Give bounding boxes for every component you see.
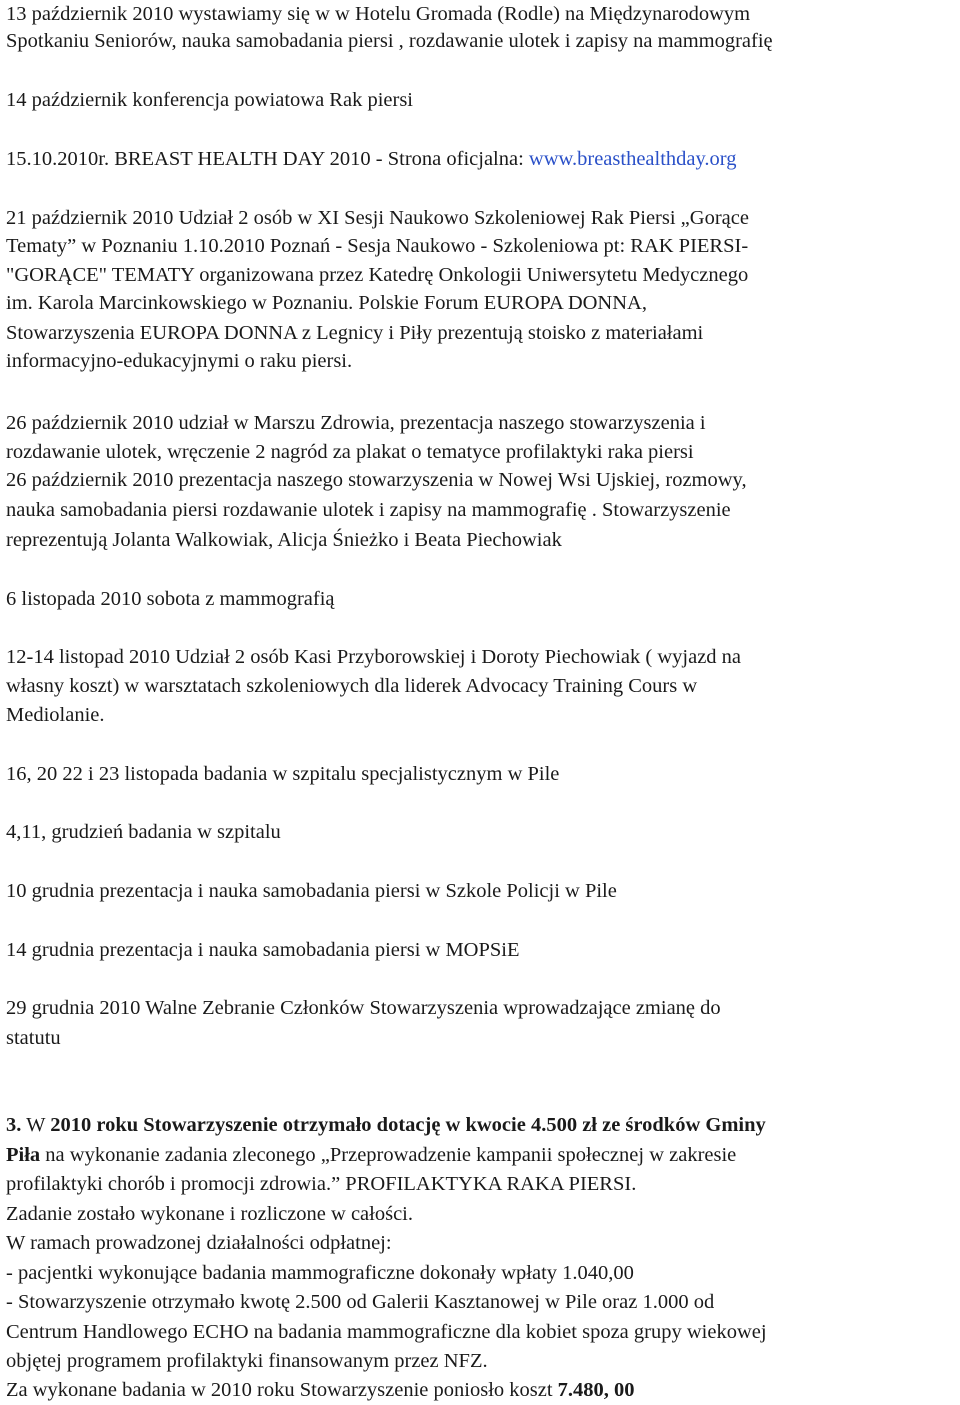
text-line: 12-14 listopad 2010 Udział 2 osób Kasi Przyborowskiej i Doroty Piechowiak ( wyjazd na bbox=[6, 646, 742, 668]
text-line: 14 październik konferencja powiatowa Rak piersi bbox=[6, 89, 413, 111]
text-line bbox=[6, 1141, 736, 1169]
text-line: Zadanie zostało wykonane i rozliczone w całości. bbox=[6, 1203, 413, 1225]
text-line: profilaktyki chorób i promocji zdrowia.” PROFILAKTYKA RAKA PIERSI. bbox=[6, 1173, 637, 1195]
text-line bbox=[6, 1111, 766, 1139]
bold-span: 2010 roku Stowarzyszenie otrzymało dotację w kwocie 4.500 zł ze środków Gminy bbox=[50, 1114, 766, 1136]
text-line: im. Karola Marcinkowskiego w Poznaniu. Polskie Forum EUROPA DONNA, bbox=[6, 292, 647, 314]
text-line: 13 październik 2010 wystawiamy się w w Hotelu Gromada (Rodle) na Międzynarodowym bbox=[6, 3, 751, 25]
text-line: Mediolanie. bbox=[6, 704, 105, 726]
text-line: Stowarzyszenia EUROPA DONNA z Legnicy i Piły prezentują stoisko z materiałami bbox=[6, 322, 704, 344]
text-span: 15.10.2010r. BREAST HEALTH DAY 2010 - Strona oficjalna: bbox=[6, 148, 529, 170]
bold-span: 3. bbox=[6, 1114, 22, 1136]
bold-span: 7.480, 00 bbox=[557, 1379, 635, 1401]
text-line: 10 grudnia prezentacja i nauka samobadania piersi w Szkole Policji w Pile bbox=[6, 880, 617, 902]
text-line: 14 grudnia prezentacja i nauka samobadania piersi w MOPSiE bbox=[6, 939, 520, 961]
text-line: 26 październik 2010 prezentacja naszego stowarzyszenia w Nowej Wsi Ujskiej, rozmowy, bbox=[6, 469, 747, 491]
text-line: informacyjno-edukacyjnymi o raku piersi. bbox=[6, 350, 353, 372]
text-line: Spotkaniu Seniorów, nauka samobadania piersi , rozdawanie ulotek i zapisy na mammografię bbox=[6, 30, 773, 52]
text-line: 21 październik 2010 Udział 2 osób w XI Sesji Naukowo Szkoleniowej Rak Piersi „Gorące bbox=[6, 207, 749, 229]
text-line: Tematy” w Poznaniu 1.10.2010 Poznań - Sesja Naukowo - Szkoleniowa pt: RAK PIERSI- bbox=[6, 235, 749, 257]
text-line: - Stowarzyszenie otrzymało kwotę 2.500 od Galerii Kasztanowej w Pile oraz 1.000 od bbox=[6, 1291, 715, 1313]
text-line bbox=[6, 1376, 635, 1404]
text-line bbox=[6, 145, 737, 173]
text-line: 16, 20 22 i 23 listopada badania w szpitalu specjalistycznym w Pile bbox=[6, 763, 560, 785]
text-span: na wykonanie zadania zleconego „Przeprowadzenie kampanii społecznej w zakresie bbox=[40, 1144, 737, 1166]
text-line: reprezentują Jolanta Walkowiak, Alicja Śnieżko i Beata Piechowiak bbox=[6, 529, 562, 551]
text-line: nauka samobadania piersi rozdawanie ulotek i zapisy na mammografię . Stowarzyszenie bbox=[6, 499, 731, 521]
text-line: "GORĄCE" TEMATY organizowana przez Katedrę Onkologii Uniwersytetu Medycznego bbox=[6, 264, 749, 286]
text-line: - pacjentki wykonujące badania mammograficzne dokonały wpłaty 1.040,00 bbox=[6, 1262, 634, 1284]
bold-span: Piła bbox=[6, 1144, 41, 1166]
text-span: Za wykonane badania w 2010 roku Stowarzyszenie poniosło koszt bbox=[6, 1379, 558, 1401]
text-line: 4,11, grudzień badania w szpitalu bbox=[6, 821, 281, 843]
text-span: W bbox=[21, 1114, 51, 1136]
text-line: statutu bbox=[6, 1027, 61, 1049]
text-line: W ramach prowadzonej działalności odpłatnej: bbox=[6, 1232, 392, 1254]
text-line: 6 listopada 2010 sobota z mammografią bbox=[6, 588, 335, 610]
text-line: Centrum Handlowego ECHO na badania mammograficzne dla kobiet spoza grupy wiekowej bbox=[6, 1321, 767, 1343]
text-line: rozdawanie ulotek, wręczenie 2 nagród za plakat o tematyce profilaktyki raka piersi bbox=[6, 441, 694, 463]
text-line: 26 październik 2010 udział w Marszu Zdrowia, prezentacja naszego stowarzyszenia i bbox=[6, 412, 706, 434]
text-line: objętej programem profilaktyki finansowanym przez NFZ. bbox=[6, 1350, 488, 1372]
text-line: 29 grudnia 2010 Walne Zebranie Członków Stowarzyszenia wprowadzające zmianę do bbox=[6, 997, 721, 1019]
breasthealthday-link[interactable]: www.breasthealthday.org bbox=[528, 148, 737, 170]
text-line: własny koszt) w warsztatach szkoleniowych dla liderek Advocacy Training Cours w bbox=[6, 675, 698, 697]
